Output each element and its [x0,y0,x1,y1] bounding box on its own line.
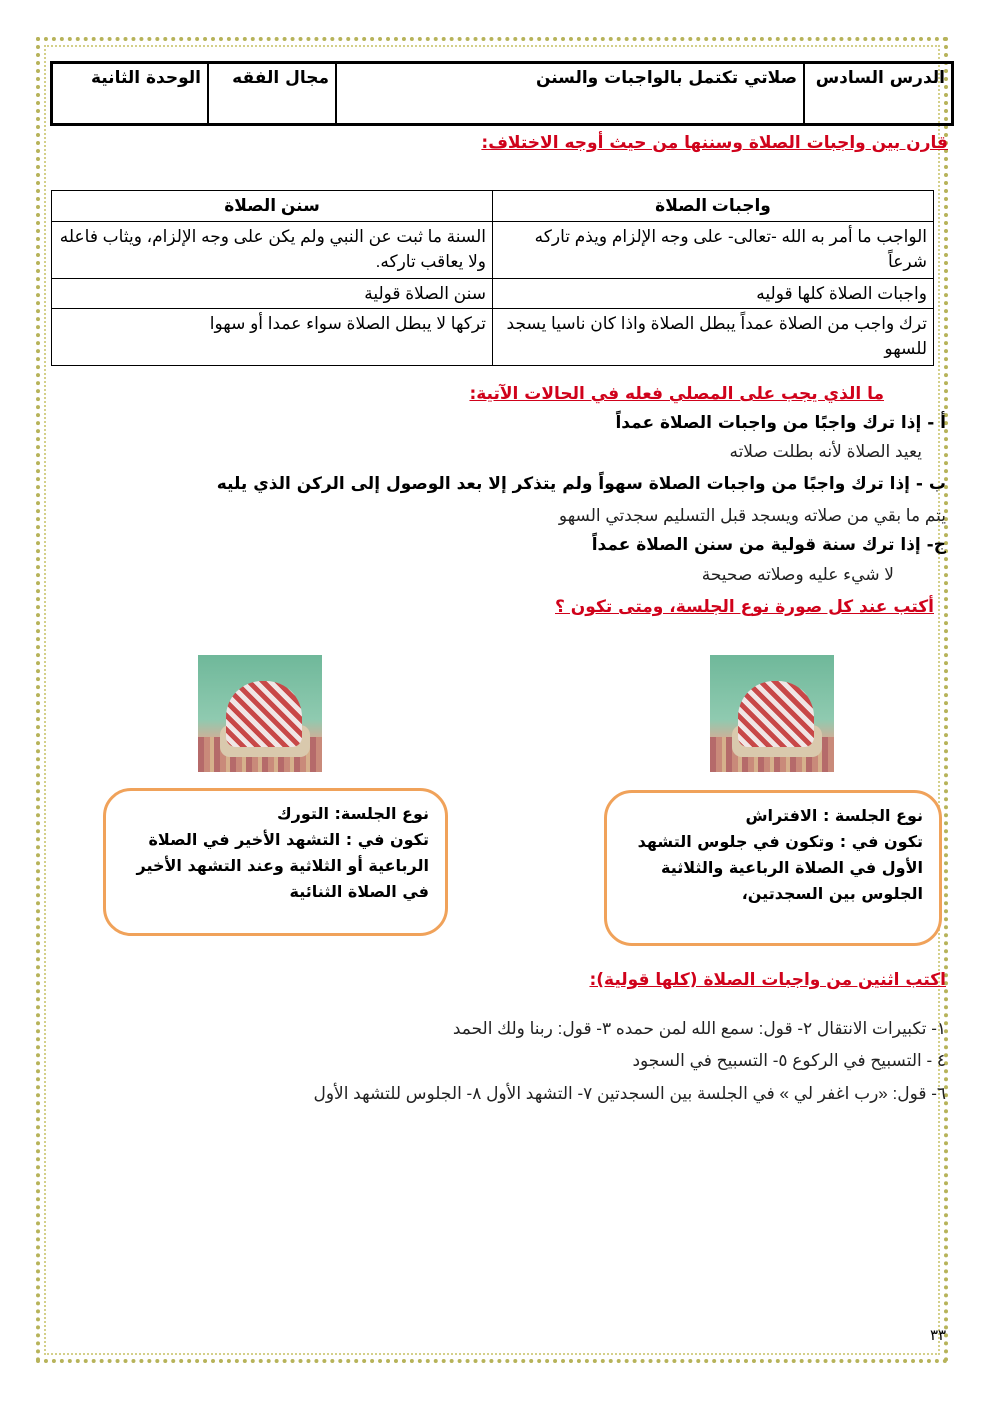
table-row [52,279,934,309]
lesson-title: صلاتي تكتمل بالواجبات والسنن [335,64,803,123]
header-table [50,61,954,126]
card-iftirash [604,790,942,946]
iftirash-sitting-photo [710,655,834,772]
col-header-sunnahs: سنن الصلاة [52,191,493,222]
case-b-answer: يتم ما بقي من صلاته ويسجد قبل التسليم سجدتي السهو [558,506,946,525]
card-line: الرباعية أو الثلاثية وعند التشهد الأخير [136,856,429,875]
card-line: الأول في الصلاة الرباعية والثلاثية [660,858,923,877]
card-line: الجلوس بين السجدتين، [741,884,923,903]
cell-obligation: ترك واجب من الصلاة عمداً يبطل الصلاة واذا كان ناسيا يسجد للسهو [493,309,934,366]
table-row [52,309,934,366]
obligations-line-1: ١- تكبيرات الانتقال ٢- قول: سمع الله لمن حمده ٣- قول: ربنا ولك الحمد [452,1019,946,1038]
case-b-question: ب - إذا ترك واجبًا من واجبات الصلاة سهواً ولم يتذكر إلا بعد الوصول إلى الركن الذي يليه [216,474,946,494]
page-number: ٣٣ [930,1326,947,1344]
card-tawarruk [103,788,448,936]
col-header-obligations: واجبات الصلاة [493,191,934,222]
q1-title: قارن بين واجبات الصلاة وسننها من حيث أوجه الاختلاف: [481,133,948,153]
card-line: تكون في : وتكون في جلوس التشهد [637,832,923,851]
unit-name: الوحدة الثانية [90,68,201,88]
case-c-question: ج- إذا ترك سنة قولية من سنن الصلاة عمداً [591,535,946,555]
cell-sunnah: تركها لا يبطل الصلاة سواء عمدا أو سهوا [52,309,493,366]
case-a-answer: يعيد الصلاة لأنه بطلت صلاته [729,442,922,461]
cell-obligation: الواجب ما أمر به الله -تعالى- على وجه الإلزام ويذم تاركه شرعاً [493,222,934,279]
q3-title: أكتب عند كل صورة نوع الجلسة، ومتى تكون ؟ [555,597,934,617]
case-c-answer: لا شيء عليه وصلاته صحيحة [701,565,894,584]
card-line: تكون في : التشهد الأخير في الصلاة [148,830,429,849]
card-line: نوع الجلسة : الافتراش [745,806,923,825]
cell-sunnah: سنن الصلاة قولية [52,279,493,309]
cell-sunnah: السنة ما ثبت عن النبي ولم يكن على وجه الإلزام، ويثاب فاعله ولا يعاقب تاركه. [52,222,493,279]
table-row [52,222,934,279]
tawarruk-sitting-photo [198,655,322,772]
lesson-number: الدرس السادس [803,64,951,123]
comparison-table [51,190,934,366]
obligations-line-2: ٤ - التسبيح في الركوع ٥- التسبيح في السجود [632,1051,946,1070]
q2-title: ما الذي يجب على المصلي فعله في الحالات الآتية: [469,384,884,404]
field-name: مجال الفقه [207,64,335,123]
q4-title: اكتب اثنين من واجبات الصلاة (كلها قولية): [589,970,946,990]
cell-obligation: واجبات الصلاة كلها قوليه [493,279,934,309]
case-a-question: أ - إذا ترك واجبًا من واجبات الصلاة عمداً [615,413,946,433]
obligations-line-3: ٦- قول: «رب اغفر لي » في الجلسة بين السجدتين ٧- التشهد الأول ٨- الجلوس للتشهد الأول [313,1084,946,1103]
card-line: في الصلاة الثنائية [289,882,429,901]
card-line: نوع الجلسة: التورك [277,804,429,823]
